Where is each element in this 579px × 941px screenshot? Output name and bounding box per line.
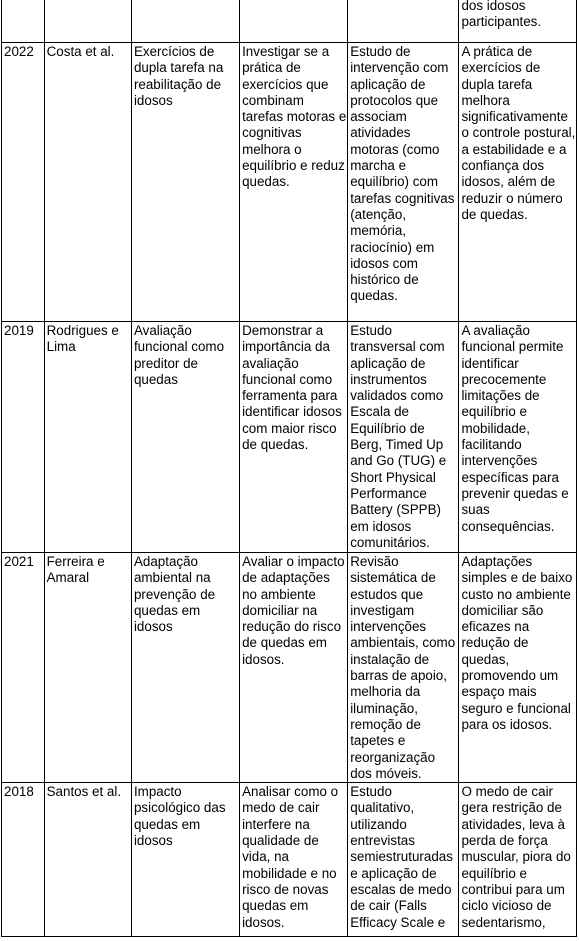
year-cell bbox=[2, 0, 45, 43]
document-page bbox=[1, 0, 577, 937]
objective-cell bbox=[240, 0, 348, 43]
table-row bbox=[2, 322, 577, 553]
method-cell: Estudo transversal com aplicação de instrumentos validados como Escala de Equilíbrio de Berg, Timed Up and Go (TUG) e Short Physical Performance Battery (SPPB) em idosos comunitários. bbox=[348, 322, 459, 553]
method-cell bbox=[348, 0, 459, 43]
title-cell bbox=[131, 0, 239, 43]
method-cell: Revisão sistemática de estudos que investigam intervenções ambientais, como instalação de barras de apoio, melhoria da iluminação, remoção de tapetes e reorganização dos móveis. bbox=[348, 553, 459, 783]
title-cell: Adaptação ambiental na prevenção de quedas em idosos bbox=[131, 553, 239, 783]
objective-cell: Avaliar o impacto de adaptações no ambiente domiciliar na redução do risco de quedas em idosos. bbox=[240, 553, 348, 783]
authors-cell bbox=[44, 0, 131, 43]
objective-cell: Investigar se a prática de exercícios que combinam tarefas motoras e cognitivas melhora o equilíbrio e reduz quedas. bbox=[240, 43, 348, 322]
year-cell: 2021 bbox=[2, 553, 45, 783]
table-row-fragment bbox=[2, 0, 577, 43]
objective-cell: Analisar como o medo de cair interfere na qualidade de vida, na mobilidade e no risco de novas quedas em idosos. bbox=[240, 783, 348, 937]
conclusion-cell: A prática de exercícios de dupla tarefa melhora significativamente o controle postural, a estabilidade e a confiança dos idosos, além de reduzir o número de quedas. bbox=[459, 43, 577, 322]
table-row bbox=[2, 783, 577, 937]
literature-review-table bbox=[1, 0, 577, 937]
authors-cell: Costa et al. bbox=[44, 43, 131, 322]
title-cell: Impacto psicológico das quedas em idosos bbox=[131, 783, 239, 937]
title-cell: Exercícios de dupla tarefa na reabilitação de idosos bbox=[131, 43, 239, 322]
table-row bbox=[2, 43, 577, 322]
table-row bbox=[2, 553, 577, 783]
year-cell: 2018 bbox=[2, 783, 45, 937]
method-cell: Estudo qualitativo, utilizando entrevistas semiestruturadas e aplicação de escalas de medo de cair (Falls Efficacy Scale e bbox=[348, 783, 459, 937]
authors-cell: Santos et al. bbox=[44, 783, 131, 937]
method-cell: Estudo de intervenção com aplicação de protocolos que associam atividades motoras (como marcha e equilíbrio) com tarefas cognitivas (atenção, memória, raciocínio) em idosos com histórico de quedas. bbox=[348, 43, 459, 322]
year-cell: 2022 bbox=[2, 43, 45, 322]
conclusion-cell: O medo de cair gera restrição de atividades, leva à perda de força muscular, piora do equilíbrio e contribui para um ciclo vicioso de sedentarismo, bbox=[459, 783, 577, 937]
title-cell: Avaliação funcional como preditor de quedas bbox=[131, 322, 239, 553]
conclusion-cell: Adaptações simples e de baixo custo no ambiente domiciliar são eficazes na redução de quedas, promovendo um espaço mais seguro e funcional para os idosos. bbox=[459, 553, 577, 783]
objective-cell: Demonstrar a importância da avaliação funcional como ferramenta para identificar idosos com maior risco de quedas. bbox=[240, 322, 348, 553]
authors-cell: Ferreira e Amaral bbox=[44, 553, 131, 783]
conclusion-cell: A avaliação funcional permite identificar precocemente limitações de equilíbrio e mobilidade, facilitando intervenções específicas para prevenir quedas e suas consequências. bbox=[459, 322, 577, 553]
authors-cell: Rodrigues e Lima bbox=[44, 322, 131, 553]
year-cell: 2019 bbox=[2, 322, 45, 553]
conclusion-cell: dos idosos participantes. bbox=[459, 0, 577, 43]
